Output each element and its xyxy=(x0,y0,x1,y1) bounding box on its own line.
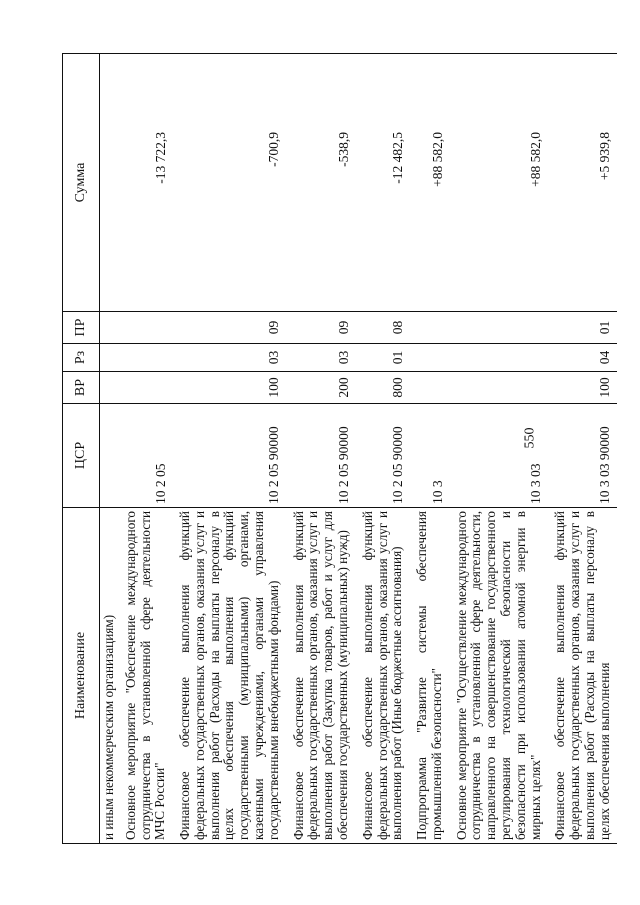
row-name: Подпрограмма "Развитие системы обеспечения промышленной безопасности" xyxy=(410,508,450,844)
row-vr xyxy=(100,372,119,404)
row-name: и иным некоммерческим организациям) xyxy=(100,508,119,844)
row-vr: 200 xyxy=(287,372,356,404)
table-header-row xyxy=(63,54,100,844)
row-sum xyxy=(100,54,119,312)
header-pr: ПР xyxy=(63,312,100,344)
budget-table xyxy=(62,53,617,844)
table-row xyxy=(173,54,286,844)
row-sum: -700,9 xyxy=(173,54,286,312)
table-row xyxy=(356,54,410,844)
row-rz xyxy=(119,344,173,372)
row-csr: 10 2 05 xyxy=(119,404,173,508)
row-csr: 10 2 05 90000 xyxy=(287,404,356,508)
header-rz: Рз xyxy=(63,344,100,372)
row-csr: 10 3 03 xyxy=(450,404,549,508)
page-number: 550 xyxy=(522,427,538,449)
row-name: Финансовое обеспечение выполнения функций федеральных государственных органов, оказания услуг и выполнения работ (Иные бюджетные ассигнования) xyxy=(356,508,410,844)
row-csr: 10 2 05 90000 xyxy=(356,404,410,508)
row-name: Финансовое обеспечение выполнения функций федеральных государственных органов, оказания услуг и выполнения работ (Расходы на выплаты персоналу в целях обеспечения выполнения xyxy=(548,508,617,844)
row-vr: 800 xyxy=(356,372,410,404)
row-rz: 01 xyxy=(356,344,410,372)
table-row xyxy=(450,54,549,844)
row-vr xyxy=(119,372,173,404)
row-name: Финансовое обеспечение выполнения функций федеральных государственных органов, оказания услуг и выполнения работ (Расходы на выплаты персоналу в целях обеспечения выполнения функций государственными (муниципальными) органами, казенными учреждениями, органами управления государственными внебюджетными фондами) xyxy=(173,508,286,844)
header-name: Наименование xyxy=(63,508,100,844)
row-pr xyxy=(119,312,173,344)
row-rz: 04 xyxy=(548,344,617,372)
row-pr: 09 xyxy=(287,312,356,344)
row-sum: -12 482,5 xyxy=(356,54,410,312)
table-row xyxy=(548,54,617,844)
row-pr xyxy=(450,312,549,344)
row-rz: 03 xyxy=(173,344,286,372)
rotated-table-container xyxy=(62,54,613,844)
table-row xyxy=(100,54,119,844)
row-pr: 01 xyxy=(548,312,617,344)
header-sum: Сумма xyxy=(63,54,100,312)
row-sum: +5 939,8 xyxy=(548,54,617,312)
row-name: Финансовое обеспечение выполнения функций федеральных государственных органов, оказания услуг и выполнения работ (Закупка товаров, работ и услуг для обеспечения государственных (муниципальных) нужд) xyxy=(287,508,356,844)
row-csr xyxy=(100,404,119,508)
table-row xyxy=(287,54,356,844)
row-sum: +88 582,0 xyxy=(410,54,450,312)
row-sum: -13 722,3 xyxy=(119,54,173,312)
row-rz xyxy=(410,344,450,372)
row-rz: 03 xyxy=(287,344,356,372)
row-sum: -538,9 xyxy=(287,54,356,312)
row-pr: 08 xyxy=(356,312,410,344)
row-name: Основное мероприятие "Осуществление международного сотрудничества в установленной сфере деятельности, направленного на совершенствование государственного регулирования технологической безопасности и безопасности при использовании атомной энергии в мирных целях" xyxy=(450,508,549,844)
row-vr: 100 xyxy=(548,372,617,404)
header-vr: ВР xyxy=(63,372,100,404)
row-name: Основное мероприятие "Обеспечение международного сотрудничества в установленной сфере деятельности МЧС России" xyxy=(119,508,173,844)
table-row xyxy=(410,54,450,844)
row-rz xyxy=(450,344,549,372)
row-rz xyxy=(100,344,119,372)
row-vr xyxy=(450,372,549,404)
row-csr: 10 2 05 90000 xyxy=(173,404,286,508)
row-pr xyxy=(410,312,450,344)
row-csr: 10 3 xyxy=(410,404,450,508)
header-csr: ЦСР xyxy=(63,404,100,508)
row-vr: 100 xyxy=(173,372,286,404)
row-csr: 10 3 03 90000 xyxy=(548,404,617,508)
row-sum: +88 582,0 xyxy=(450,54,549,312)
table-row xyxy=(119,54,173,844)
row-pr: 09 xyxy=(173,312,286,344)
row-vr xyxy=(410,372,450,404)
row-pr xyxy=(100,312,119,344)
